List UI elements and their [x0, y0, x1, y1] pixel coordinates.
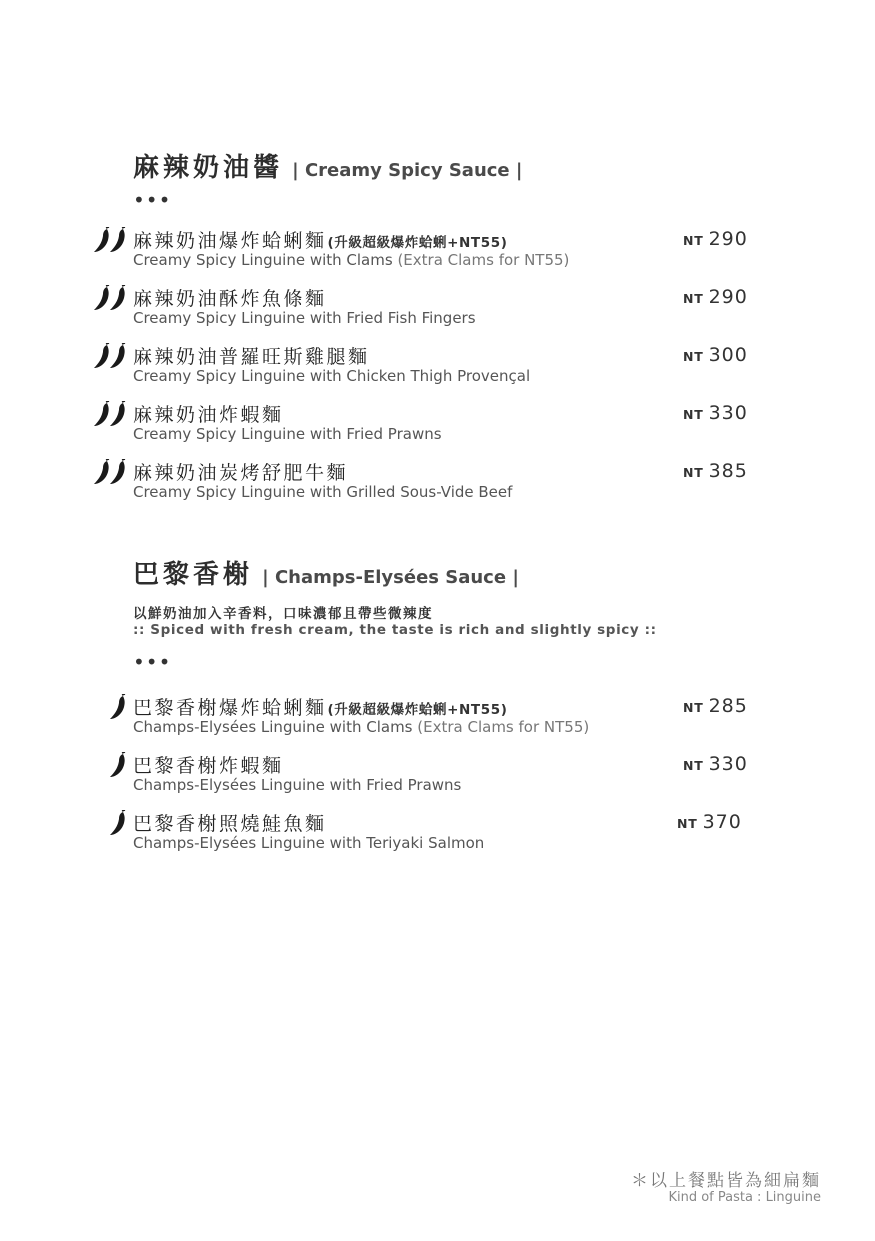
currency-label: NT — [683, 407, 704, 422]
section-title — [133, 147, 522, 184]
item-price — [683, 695, 748, 717]
item-price — [683, 753, 748, 775]
item-note-zh: (升級超級爆炸蛤蜊+NT55) — [327, 235, 508, 251]
menu-item — [0, 284, 875, 334]
menu-item — [0, 400, 875, 450]
item-name-en: Creamy Spicy Linguine with Clams — [133, 251, 393, 269]
item-price — [683, 228, 748, 250]
price-amount: 290 — [708, 286, 748, 308]
item-note-zh: (升級超級爆炸蛤蜊+NT55) — [327, 702, 508, 718]
item-price — [683, 402, 748, 424]
currency-label: NT — [683, 349, 704, 364]
double-chili-icon — [93, 459, 129, 487]
item-name-en: Champs-Elysées Linguine with Teriyaki Salmon — [133, 834, 485, 852]
item-name-en: Champs-Elysées Linguine with Clams — [133, 718, 413, 736]
currency-label: NT — [683, 233, 704, 248]
section-description-zh: 以鮮奶油加入辛香料，口味濃郁且帶些微辣度 — [133, 606, 433, 622]
menu-item — [0, 693, 875, 743]
item-note-en: (Extra Clams for NT55) — [392, 251, 570, 269]
menu-item — [0, 809, 875, 859]
item-name-zh: 麻辣奶油爆炸蛤蜊麵 — [133, 230, 327, 252]
section-dots: ••• — [133, 188, 172, 212]
price-amount: 385 — [708, 460, 748, 482]
item-name-zh: 麻辣奶油炸蝦麵 — [133, 404, 284, 426]
item-name-en: Creamy Spicy Linguine with Chicken Thigh Provençal — [133, 367, 531, 385]
item-name-zh: 巴黎香榭爆炸蛤蜊麵 — [133, 697, 327, 719]
item-price — [683, 344, 748, 366]
section-description-en: :: Spiced with fresh cream, the taste is rich and slightly spicy :: — [133, 622, 657, 638]
section-title-zh: 巴黎香榭 — [133, 560, 254, 590]
item-price — [683, 286, 748, 308]
single-chili-icon — [106, 694, 128, 722]
price-amount: 285 — [708, 695, 748, 717]
menu-item — [0, 458, 875, 508]
single-chili-icon — [106, 810, 128, 838]
item-price — [677, 811, 742, 833]
item-name-en: Creamy Spicy Linguine with Fried Fish Fingers — [133, 309, 476, 327]
item-name-zh: 巴黎香榭炸蝦麵 — [133, 755, 284, 777]
price-amount: 370 — [702, 811, 742, 833]
currency-label: NT — [683, 291, 704, 306]
item-name-en: Champs-Elysées Linguine with Fried Prawns — [133, 776, 462, 794]
menu-item — [0, 751, 875, 801]
item-name-zh: 麻辣奶油普羅旺斯雞腿麵 — [133, 346, 370, 368]
single-chili-icon — [106, 752, 128, 780]
menu-item — [0, 342, 875, 392]
item-name-en: Creamy Spicy Linguine with Grilled Sous-Vide Beef — [133, 483, 513, 501]
section-title-zh: 麻辣奶油醬 — [133, 153, 284, 183]
item-note-en: (Extra Clams for NT55) — [412, 718, 590, 736]
section-dots: ••• — [133, 650, 172, 674]
currency-label: NT — [683, 700, 704, 715]
price-amount: 300 — [708, 344, 748, 366]
menu-item — [0, 226, 875, 276]
item-name-zh: 麻辣奶油酥炸魚條麵 — [133, 288, 327, 310]
double-chili-icon — [93, 401, 129, 429]
section-title-en: | Creamy Spicy Sauce | — [292, 160, 523, 181]
double-chili-icon — [93, 285, 129, 313]
footer-note-en: Kind of Pasta : Linguine — [668, 1190, 821, 1205]
currency-label: NT — [683, 758, 704, 773]
item-name-zh: 巴黎香榭照燒鮭魚麵 — [133, 813, 327, 835]
item-name-en: Creamy Spicy Linguine with Fried Prawns — [133, 425, 442, 443]
price-amount: 290 — [708, 228, 748, 250]
currency-label: NT — [683, 465, 704, 480]
double-chili-icon — [93, 343, 129, 371]
double-chili-icon — [93, 227, 129, 255]
section-title-en: | Champs-Elysées Sauce | — [262, 567, 519, 588]
section-title — [133, 554, 519, 591]
price-amount: 330 — [708, 753, 748, 775]
price-amount: 330 — [708, 402, 748, 424]
currency-label: NT — [677, 816, 698, 831]
item-price — [683, 460, 748, 482]
item-name-zh: 麻辣奶油炭烤舒肥牛麵 — [133, 462, 349, 484]
footer-note-zh: ＊以上餐點皆為細扁麵 — [631, 1171, 821, 1191]
